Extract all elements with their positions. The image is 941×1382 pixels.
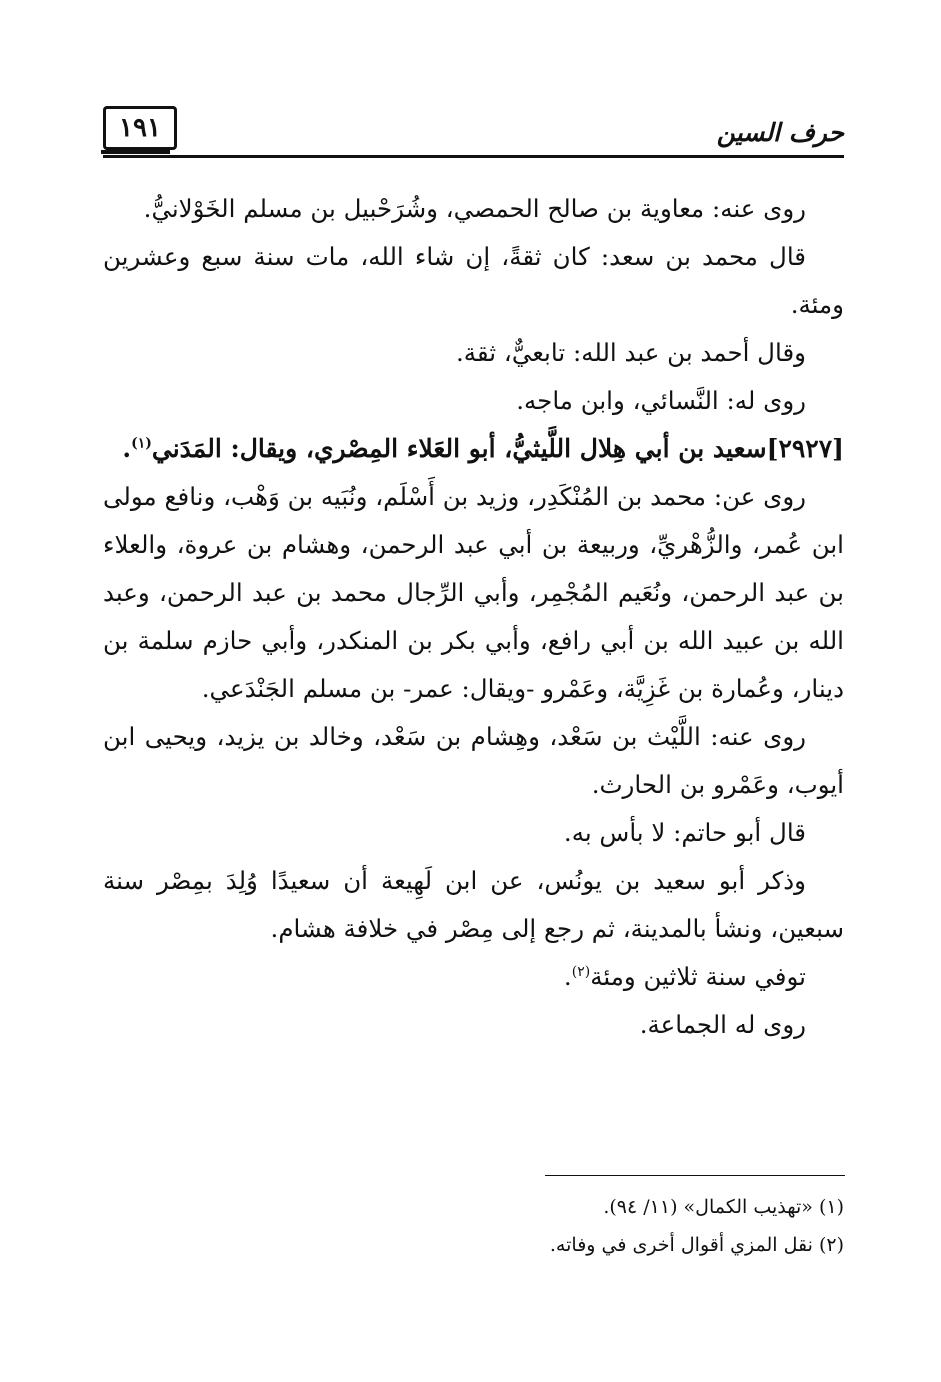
paragraph: [103, 953, 844, 1001]
entry-heading: [103, 425, 844, 473]
paragraph: روى عنه: اللَّيْث بن سَعْد، وهِشام بن سَعْد، وخالد بن يزيد، ويحيى ابن أيوب، وعَمْرو بن الحارث.: [103, 722, 844, 799]
page-number: ١٩١: [119, 113, 161, 143]
running-title: حرف السين: [716, 118, 844, 147]
paragraph: روى عن: محمد بن المُنْكَدِر، وزيد بن أَسْلَم، ونُبَيه بن وَهْب، ونافع مولى ابن عُمر، والزُّهْريِّ، وربيعة بن أبي عبد الرحمن، وهشام بن عروة، والعلاء بن عبد الرحمن، ونُعَيم المُجْمِر، وأبي الرِّجال محمد بن عبد الرحمن، وعبد الله بن عبيد الله بن أبي رافع، وأبي بكر بن المنكدر، وأبي حازم سلمة بن دينار، وعُمارة بن غَزِيَّة، وعَمْرو -ويقال: عمر- بن مسلم الجَنْدَعي.: [103, 482, 844, 703]
footnote-mark: (١): [131, 435, 152, 452]
paragraph: روى له: النَّسائي، وابن ماجه.: [516, 386, 806, 415]
entry-title: سعيد بن أبي هِلال اللَّيثيُّ، أبو العَلاء المِصْري، ويقال: المَدَني: [151, 434, 767, 463]
paragraph: وذكر أبو سعيد بن يونُس، عن ابن لَهِيعة أن سعيدًا وُلِدَ بمِصْر سنة سبعين، ونشأ بالمدينة، ثم رجع إلى مِصْر في خلافة هشام.: [103, 866, 844, 943]
paragraph-end: .: [563, 962, 572, 991]
paragraph: قال أبو حاتم: لا بأس به.: [563, 818, 806, 847]
paragraph: روى عنه: معاوية بن صالح الحمصي، وشُرَحْبيل بن مسلم الخَوْلانيُّ.: [143, 194, 806, 223]
footnote-rule: [545, 1175, 845, 1176]
paragraph-text: توفي سنة ثلاثين ومئة: [590, 962, 806, 991]
main-text: [103, 185, 844, 1049]
footnotes: [103, 1188, 844, 1264]
footnote: (١) «تهذيب الكمال» (١١/ ٩٤).: [603, 1196, 844, 1218]
paragraph: قال محمد بن سعد: كان ثقةً، إن شاء الله، مات سنة سبع وعشرين ومئة.: [103, 242, 844, 319]
paragraph: روى له الجماعة.: [639, 1010, 806, 1039]
entry-end: .: [122, 434, 132, 463]
entry-number: [٢٩٢٧]: [766, 434, 844, 463]
paragraph: وقال أحمد بن عبد الله: تابعيٌّ، ثقة.: [455, 338, 806, 367]
page-number-box: [103, 106, 177, 150]
header-rule: [103, 155, 844, 158]
footnote-mark: (٢): [571, 963, 591, 980]
footnote: (٢) نقل المزي أقوال أخرى في وفاته.: [549, 1234, 844, 1256]
